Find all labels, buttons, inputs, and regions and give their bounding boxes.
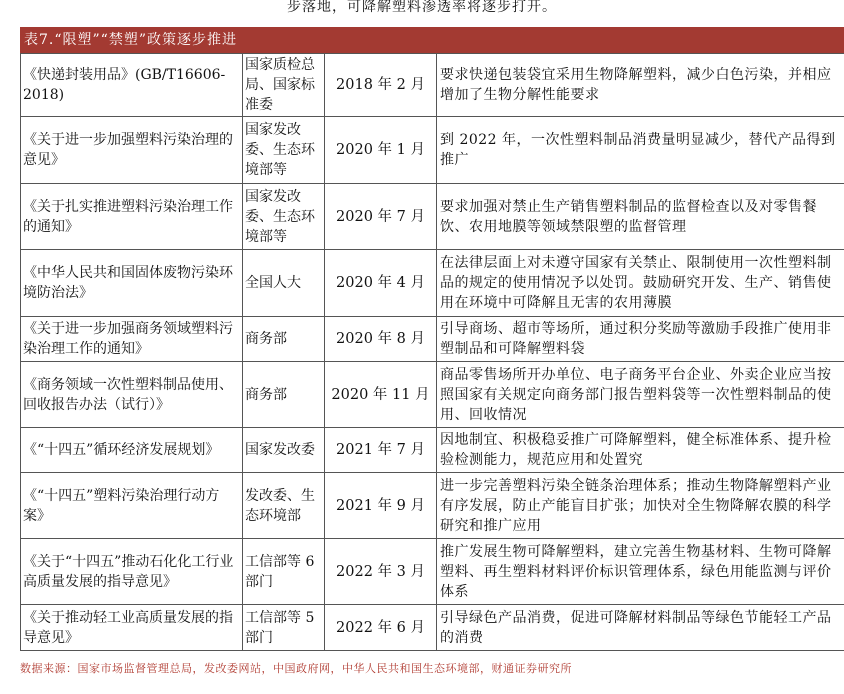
issuing-department: 发改委、生态环境部 — [243, 473, 325, 539]
policy-name: 《关于推动轻工业高质量发展的指导意见》 — [21, 605, 243, 651]
table-row — [21, 362, 844, 428]
issuing-department: 商务部 — [243, 362, 325, 428]
issuing-department: 工信部等 6 部门 — [243, 539, 325, 605]
table-title: 表7.“限塑”“禁塑”政策逐步推进 — [20, 27, 844, 53]
policy-requirement: 推广发展生物可降解塑料，建立完善生物基材料、生物可降解塑料、再生塑料材料评价标识管理体系，绿色用能监测与评价体系 — [437, 539, 844, 605]
policy-table-body — [21, 54, 844, 651]
issuing-department: 国家发改委 — [243, 428, 325, 473]
policy-name: 《“十四五”循环经济发展规划》 — [21, 428, 243, 473]
policy-name: 《关于进一步加强商务领域塑料污染治理工作的通知》 — [21, 317, 243, 362]
table-row — [21, 539, 844, 605]
table-row — [21, 117, 844, 184]
issuing-department: 国家发改委、生态环境部等 — [243, 184, 325, 250]
policy-requirement: 引导商场、超市等场所，通过积分奖励等激励手段推广使用非塑制品和可降解塑料袋 — [437, 317, 844, 362]
issue-date: 2020 年 4 月 — [325, 250, 437, 317]
issuing-department: 商务部 — [243, 317, 325, 362]
table-row — [21, 605, 844, 651]
policy-requirement: 商品零售场所开办单位、电子商务平台企业、外卖企业应当按照国家有关规定向商务部门报告塑料袋等一次性塑料制品的使用、回收情况 — [437, 362, 844, 428]
policy-name: 《中华人民共和国固体废物污染环境防治法》 — [21, 250, 243, 317]
policy-name: 《关于进一步加强塑料污染治理的意见》 — [21, 117, 243, 184]
policy-name: 《商务领域一次性塑料制品使用、回收报告办法（试行）》 — [21, 362, 243, 428]
policy-name: 《“十四五”塑料污染治理行动方案》 — [21, 473, 243, 539]
issuing-department: 全国人大 — [243, 250, 325, 317]
issuing-department: 国家质检总局、国家标准委 — [243, 54, 325, 117]
table-row — [21, 473, 844, 539]
issue-date: 2020 年 8 月 — [325, 317, 437, 362]
policy-requirement: 要求快递包装袋宜采用生物降解塑料，减少白色污染，并相应增加了生物分解性能要求 — [437, 54, 844, 117]
policy-name: 《关于扎实推进塑料污染治理工作的通知》 — [21, 184, 243, 250]
policy-requirement: 因地制宜、积极稳妥推广可降解塑料，健全标准体系、提升检验检测能力，规范应用和处置究 — [437, 428, 844, 473]
issue-date: 2020 年 11 月 — [325, 362, 437, 428]
policy-requirement: 进一步完善塑料污染全链条治理体系；推动生物降解塑料产业有序发展，防止产能盲目扩张；加快对全生物降解农膜的科学研究和推广应用 — [437, 473, 844, 539]
table-row — [21, 54, 844, 117]
table-row — [21, 428, 844, 473]
intro-text-fragment: 步落地，可降解塑料渗透率将逐步打开。 — [287, 0, 557, 15]
policy-requirement: 引导绿色产品消费，促进可降解材料制品等绿色节能轻工产品的消费 — [437, 605, 844, 651]
table-row — [21, 317, 844, 362]
issue-date: 2021 年 9 月 — [325, 473, 437, 539]
policy-name: 《关于“十四五”推动石化化工行业高质量发展的指导意见》 — [21, 539, 243, 605]
policy-table — [20, 53, 844, 651]
issue-date: 2022 年 6 月 — [325, 605, 437, 651]
issuing-department: 工信部等 5 部门 — [243, 605, 325, 651]
issuing-department: 国家发改委、生态环境部等 — [243, 117, 325, 184]
issue-date: 2020 年 1 月 — [325, 117, 437, 184]
issue-date: 2021 年 7 月 — [325, 428, 437, 473]
issue-date: 2018 年 2 月 — [325, 54, 437, 117]
policy-requirement: 要求加强对禁止生产销售塑料制品的监督检查以及对零售餐饮、农用地膜等领域禁限塑的监督管理 — [437, 184, 844, 250]
issue-date: 2020 年 7 月 — [325, 184, 437, 250]
policy-requirement: 到 2022 年，一次性塑料制品消费量明显减少，替代产品得到推广 — [437, 117, 844, 184]
table-row — [21, 250, 844, 317]
issue-date: 2022 年 3 月 — [325, 539, 437, 605]
data-source-note: 数据来源：国家市场监督管理总局，发改委网站，中国政府网，中华人民共和国生态环境部，财通证券研究所 — [20, 662, 572, 675]
policy-name: 《快递封装用品》(GB/T16606-2018) — [21, 54, 243, 117]
table-row — [21, 184, 844, 250]
policy-requirement: 在法律层面上对未遵守国家有关禁止、限制使用一次性塑料制品的规定的使用情况予以处罚。鼓励研究开发、生产、销售使用在环境中可降解且无害的农用薄膜 — [437, 250, 844, 317]
